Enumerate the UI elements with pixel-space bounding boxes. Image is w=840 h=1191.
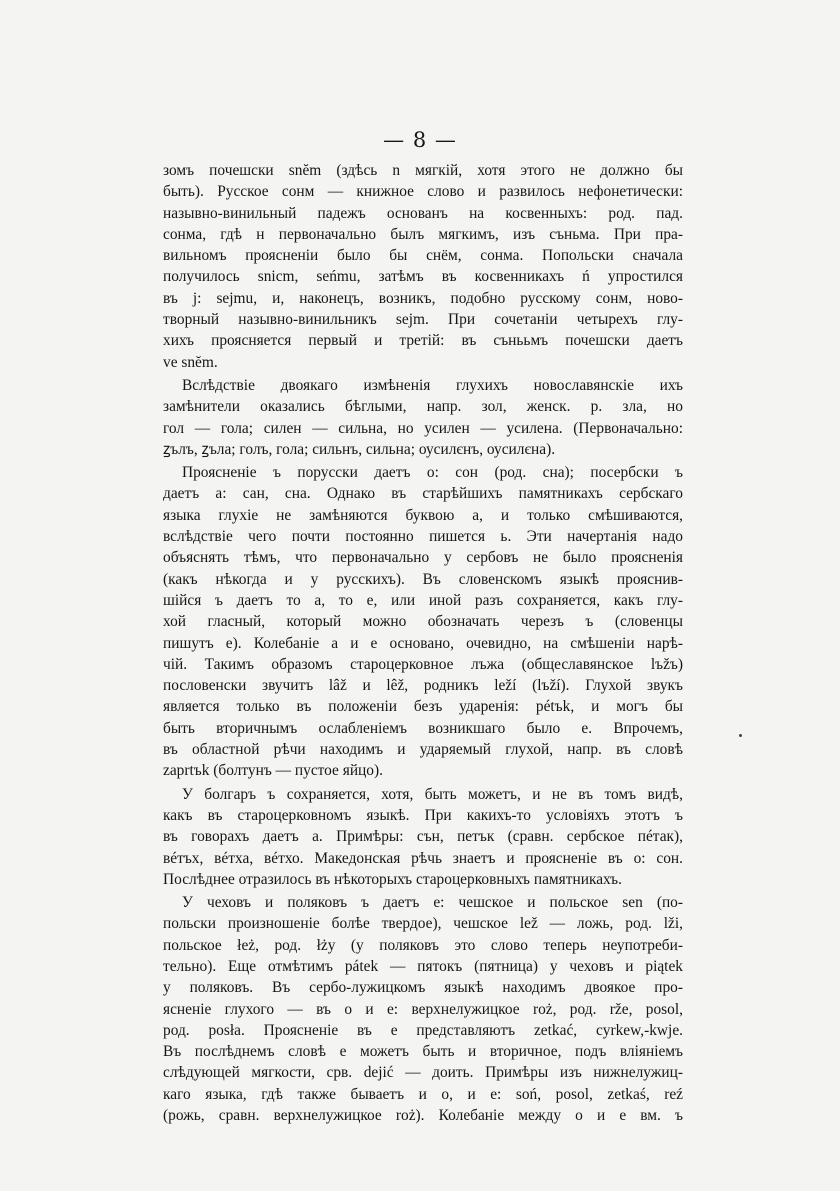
text-line: творный назывно-винильникъ sejm. При сочетаніи четырехъ глу-: [163, 311, 683, 329]
text-line: Вслѣдствіе двоякаго измѣненія глухихъ новославянскіе ихъ: [182, 376, 683, 394]
text-line: пишутъ е). Колебаніе а и е основано, очевидно, на смѣшеніи нарѣ-: [163, 634, 683, 652]
text-line: хой гласный, который можно обозначать черезъ ъ (словенцы: [163, 613, 683, 631]
paragraph: [163, 462, 683, 781]
text-line: въ говорахъ даетъ а. Примѣры: сън, петък (сравн. сербское пéтак),: [163, 828, 683, 846]
paragraph: [163, 160, 683, 373]
speck-mark: [739, 734, 742, 737]
text-line: шійся ъ даетъ то а, то е, или иной разъ сохраняется, какъ глу-: [163, 591, 683, 609]
text-line: ꙁълъ, ꙁъла; голъ, гола; сильнъ, сильна; оусилєнъ, оусилєна).: [163, 440, 556, 458]
text-line: чій. Такимъ образомъ староцерковное лъжа (общеславянское lъžъ): [163, 655, 683, 673]
text-line: (какъ нѣкогда и у русскихъ). Въ словенскомъ языкѣ прояснив-: [163, 570, 683, 588]
text-line: у поляковъ. Въ сербо-лужицкомъ языкѣ находимъ двоякое про-: [163, 979, 683, 997]
text-line: получилось snicm, seńmu, затѣмъ въ косвенникахъ ń упростился: [163, 268, 683, 286]
text-line: вслѣдствіе чего почти постоянно пишется ь. Эти начертанія надо: [163, 528, 683, 546]
paragraph: [163, 784, 683, 890]
text-line: пословенски звучитъ lâž и lêž, родникъ leží (lъží). Глухой звукъ: [163, 677, 683, 695]
text-line: ve snĕm.: [163, 353, 218, 371]
text-line: быть вторичнымъ ослабленіемъ возникшаго было е. Впрочемъ,: [163, 719, 683, 737]
body-text: [163, 160, 683, 1126]
text-line: сонма, гдѣ н первоначально былъ мягкимъ, изъ съньма. При пра-: [163, 225, 683, 243]
text-line: какъ въ староцерковномъ языкѣ. При какихъ-то условіяхъ этотъ ъ: [163, 806, 683, 824]
text-line: Послѣднее отразилось въ нѣкоторыхъ староцерковныхъ памятникахъ.: [163, 870, 622, 888]
text-line: У болгаръ ъ сохраняется, хотя, быть можетъ, и не въ томъ видѣ,: [182, 785, 683, 803]
text-line: въ j: sejmu, и, наконецъ, возникъ, подобно русскому сонм, ново-: [163, 289, 683, 307]
text-line: тельно). Еще отмѣтимъ pátek — пятокъ (пятница) у чеховъ и piątek: [163, 957, 683, 975]
text-line: польское łeż, род. łży (у поляковъ это слово теперь неупотреби-: [163, 936, 683, 954]
text-line: замѣнители оказались бѣглыми, напр. зол, женск. р. зла, но: [163, 398, 683, 416]
paragraph: [163, 892, 683, 1126]
text-line: назывно-винильный падежъ основанъ на косвенныхъ: род. пад.: [163, 204, 683, 222]
text-line: быть). Русское сонм — книжное слово и развилось нефонетически:: [163, 183, 683, 201]
text-line: объяснять тѣмъ, что первоначально у сербовъ не было проясненія: [163, 549, 683, 567]
text-line: даетъ а: сан, сна. Однако въ старѣйшихъ памятникахъ сербскаго: [163, 485, 683, 503]
text-line: слѣдующей мягкости, срв. dejić — доить. Примѣры изъ нижнелужиц-: [163, 1064, 683, 1082]
text-line: вéтъх, вéтха, вéтхо. Македонская рѣчь знаетъ и проясненіе въ о: сон.: [163, 849, 683, 867]
text-line: хихъ проясняется первый и третій: въ сънььмъ почешски даетъ: [163, 332, 683, 350]
text-line: ясненіе глухого — въ о и е: верхнелужицкое roż, род. rže, posol,: [163, 1000, 683, 1018]
text-line: Въ послѣднемъ словѣ е можетъ быть и вторичное, подъ вліяніемъ: [163, 1043, 683, 1061]
page-number: — 8 —: [383, 128, 457, 152]
text-line: въ областной рѣчи находимъ и ударяемый глухой, напр. въ словѣ: [163, 741, 683, 759]
paragraph: [163, 375, 683, 460]
text-line: гол — гола; силен — сильна, но усилен — усилена. (Первоначально:: [163, 419, 683, 437]
text-line: У чеховъ и поляковъ ъ даетъ е: чешское и польское sen (по-: [182, 894, 683, 912]
text-line: каго языка, гдѣ также бываетъ и о, и е: soń, posol, zetkaś, reź: [163, 1085, 683, 1103]
text-line: зомъ почешски snĕm (здѣсь n мягкій, хотя этого не должно бы: [163, 162, 683, 179]
text-line: польски произношеніе болѣе твердое), чешское lež — ложь, род. lži,: [163, 915, 683, 933]
text-line: языка глухіе не замѣняются буквою а, и только смѣшиваются,: [163, 506, 683, 524]
text-line: Проясненіе ъ порусски даетъ о: сон (род. сна); посербски ъ: [182, 464, 683, 482]
text-line: является только въ положеніи безъ ударенія: pétъk, и могъ бы: [163, 698, 683, 716]
text-line: род. posła. Проясненіе въ е представляютъ zetkać, cyrkew,-kwje.: [163, 1021, 683, 1039]
text-line: (рожь, сравн. верхнелужицкое roż). Колебаніе между о и е вм. ъ: [163, 1107, 683, 1125]
text-line: zaprtъk (болтунъ — пустое яйцо).: [163, 762, 383, 780]
text-line: вильномъ проясненіи было бы снём, сонма. Попольски сначала: [163, 247, 683, 265]
